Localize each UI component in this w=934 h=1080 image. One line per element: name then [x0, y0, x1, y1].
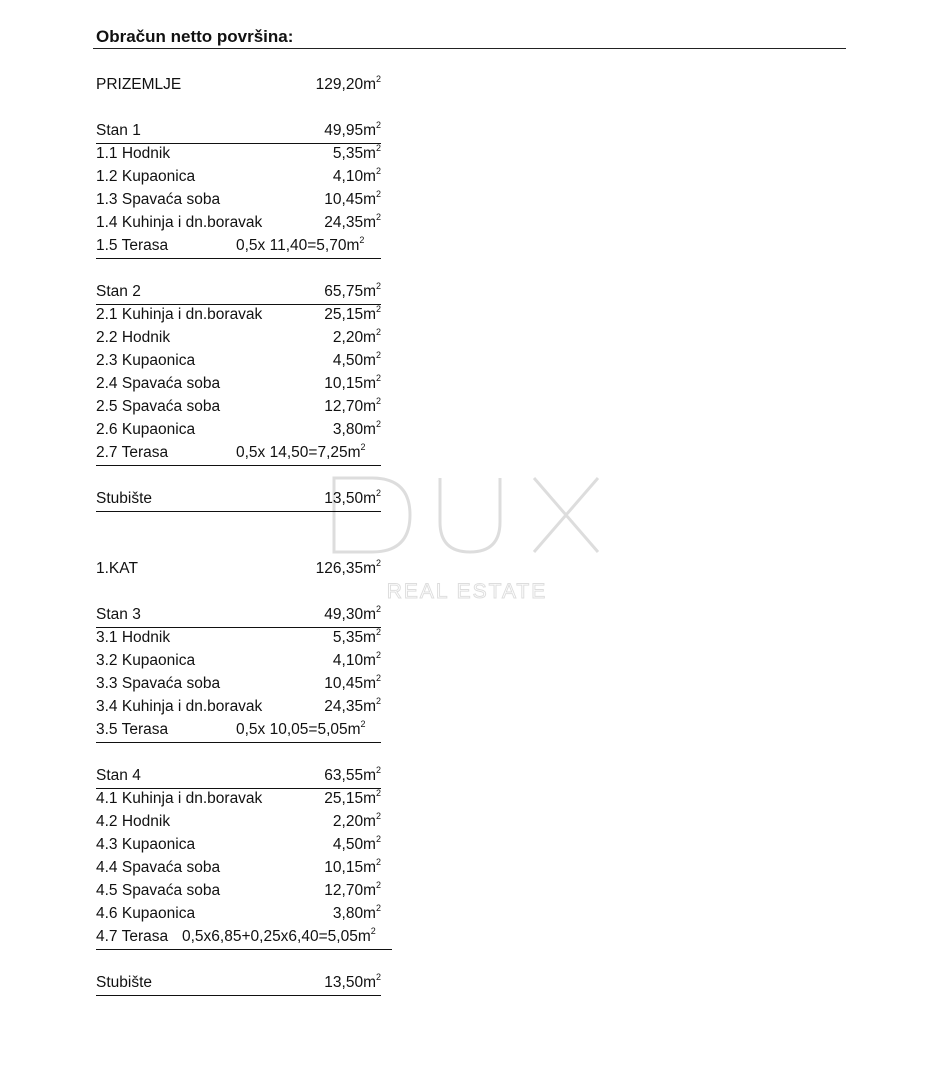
table-row: [96, 835, 381, 857]
unit-exponent: 2: [375, 188, 381, 199]
table-row: [96, 305, 381, 327]
unit-exponent: 2: [375, 142, 381, 153]
unit-exponent: 2: [375, 280, 381, 291]
row-value: $4,50m^2$: [332, 833, 381, 853]
row-value: $10,45m^2$: [324, 188, 381, 208]
row-label: 4.6 Kupaonica: [96, 905, 196, 922]
row-value: $4,10m^2$: [332, 165, 381, 185]
row-value: $10,15m^2$: [324, 372, 381, 392]
row-label: 2.1 Kuhinja i dn.boravak: [96, 306, 263, 323]
row-label: 3.4 Kuhinja i dn.boravak: [96, 698, 263, 715]
title-rule: [93, 48, 846, 49]
unit-exponent: 2: [375, 695, 381, 706]
row-label: 2.6 Kupaonica: [96, 421, 196, 438]
table-row: [96, 881, 381, 903]
row-label: 1.4 Kuhinja i dn.boravak: [96, 214, 263, 231]
row-value: $12,70m^2$: [324, 395, 381, 415]
table-row: [96, 351, 381, 373]
unit-exponent: 2: [375, 372, 381, 383]
row-label: 4.2 Hodnik: [96, 813, 171, 830]
unit-exponent: 2: [375, 810, 381, 821]
row-formula: 0,5x $14,50=7,25m^2$: [236, 441, 366, 461]
table-row: [96, 973, 381, 996]
row-label: 1.1 Hodnik: [96, 145, 171, 162]
unit-exponent: 2: [375, 971, 381, 982]
row-label: 1.3 Spavaća soba: [96, 191, 221, 208]
table-row: [96, 559, 381, 581]
row-formula: $0,5x6,85+0,25x6,40=5,05m^2$: [182, 925, 376, 945]
row-value: $25,15m^2$: [324, 303, 381, 323]
row-value: $4,50m^2$: [332, 349, 381, 369]
row-value: $2,20m^2$: [332, 326, 381, 346]
table-row: [96, 121, 381, 144]
row-label: 3.3 Spavaća soba: [96, 675, 221, 692]
table-row: [96, 766, 381, 789]
row-label: Stan 4: [96, 767, 141, 784]
table-row: [96, 651, 381, 673]
table-row: [96, 397, 381, 419]
unit-exponent: 2: [375, 119, 381, 130]
row-value: $24,35m^2$: [324, 695, 381, 715]
unit-exponent: 2: [375, 764, 381, 775]
row-value: $2,20m^2$: [332, 810, 381, 830]
unit-exponent: 2: [375, 73, 381, 84]
unit-exponent: 2: [375, 557, 381, 568]
row-formula: 0,5x $10,05=5,05m^2$: [236, 718, 366, 738]
row-value: $63,55m^2$: [324, 764, 381, 784]
table-row: [96, 674, 381, 696]
row-label: Stubište: [96, 974, 153, 991]
row-label: Stan 1: [96, 122, 141, 139]
unit-exponent: 2: [375, 649, 381, 660]
table-row: [96, 374, 381, 396]
row-value: $4,10m^2$: [332, 649, 381, 669]
row-value: $5,35m^2$: [332, 626, 381, 646]
unit-exponent: 2: [375, 326, 381, 337]
table-row: [96, 144, 381, 166]
row-value: $12,70m^2$: [324, 879, 381, 899]
table-row: [96, 812, 381, 834]
row-value: $24,35m^2$: [324, 211, 381, 231]
row-label: 3.2 Kupaonica: [96, 652, 196, 669]
table-row: [96, 628, 381, 650]
unit-exponent: 2: [375, 395, 381, 406]
table-row: [96, 167, 381, 189]
row-formula: 0,5x $11,40=5,70m^2$: [236, 234, 365, 254]
table-row: [96, 605, 381, 628]
row-label: 4.5 Spavaća soba: [96, 882, 221, 899]
table-row: [96, 328, 381, 350]
row-label: PRIZEMLJE: [96, 76, 182, 93]
page-title: Obračun netto površina:: [96, 27, 294, 46]
row-value: $10,45m^2$: [324, 672, 381, 692]
row-label: 3.5 Terasa: [96, 721, 169, 738]
table-row: [96, 443, 381, 466]
unit-exponent: 2: [375, 626, 381, 637]
row-label: Stubište: [96, 490, 153, 507]
row-label: 1.KAT: [96, 560, 138, 577]
unit-exponent: 2: [375, 303, 381, 314]
unit-exponent: 2: [375, 672, 381, 683]
table-row: [96, 904, 381, 926]
table-row: [96, 213, 381, 235]
row-label: 4.3 Kupaonica: [96, 836, 196, 853]
watermark-tagline: REAL ESTATE: [386, 580, 548, 603]
row-value: $49,95m^2$: [324, 119, 381, 139]
row-label: 3.1 Hodnik: [96, 629, 171, 646]
unit-exponent: 2: [375, 603, 381, 614]
unit-exponent: 2: [375, 856, 381, 867]
row-label: 2.7 Terasa: [96, 444, 169, 461]
row-value: $3,80m^2$: [332, 902, 381, 922]
table-row: [96, 282, 381, 305]
unit-exponent: 2: [375, 879, 381, 890]
row-label: 4.7 Terasa: [96, 928, 169, 945]
row-value: $49,30m^2$: [324, 603, 381, 623]
row-label: 2.4 Spavaća soba: [96, 375, 221, 392]
table-row: [96, 489, 381, 512]
unit-exponent: 2: [360, 718, 366, 729]
row-label: Stan 3: [96, 606, 141, 623]
unit-exponent: 2: [375, 418, 381, 429]
row-label: 2.3 Kupaonica: [96, 352, 196, 369]
row-label: Stan 2: [96, 283, 141, 300]
unit-exponent: 2: [375, 349, 381, 360]
row-label: 1.5 Terasa: [96, 237, 169, 254]
unit-exponent: 2: [375, 902, 381, 913]
row-label: 4.1 Kuhinja i dn.boravak: [96, 790, 263, 807]
row-value: $5,35m^2$: [332, 142, 381, 162]
row-value: $25,15m^2$: [324, 787, 381, 807]
row-value: $129,20m^2$: [315, 73, 381, 93]
row-value: $10,15m^2$: [324, 856, 381, 876]
unit-exponent: 2: [370, 925, 376, 936]
row-value: $13,50m^2$: [324, 971, 381, 991]
row-value: $126,35m^2$: [315, 557, 381, 577]
unit-exponent: 2: [375, 165, 381, 176]
table-row: [96, 697, 381, 719]
table-row: [96, 420, 381, 442]
unit-exponent: 2: [375, 487, 381, 498]
unit-exponent: 2: [375, 833, 381, 844]
table-row: [96, 789, 381, 811]
row-value: $65,75m^2$: [324, 280, 381, 300]
unit-exponent: 2: [375, 787, 381, 798]
table-row: [96, 75, 381, 97]
row-label: 1.2 Kupaonica: [96, 168, 196, 185]
unit-exponent: 2: [360, 441, 366, 452]
table-row: [96, 236, 381, 259]
unit-exponent: 2: [375, 211, 381, 222]
row-label: 2.2 Hodnik: [96, 329, 171, 346]
row-value: $13,50m^2$: [324, 487, 381, 507]
row-value: $3,80m^2$: [332, 418, 381, 438]
table-row: [96, 720, 381, 743]
table-row: [96, 927, 392, 950]
row-label: 2.5 Spavaća soba: [96, 398, 221, 415]
unit-exponent: 2: [359, 234, 365, 245]
table-row: [96, 190, 381, 212]
table-row: [96, 858, 381, 880]
row-label: 4.4 Spavaća soba: [96, 859, 221, 876]
